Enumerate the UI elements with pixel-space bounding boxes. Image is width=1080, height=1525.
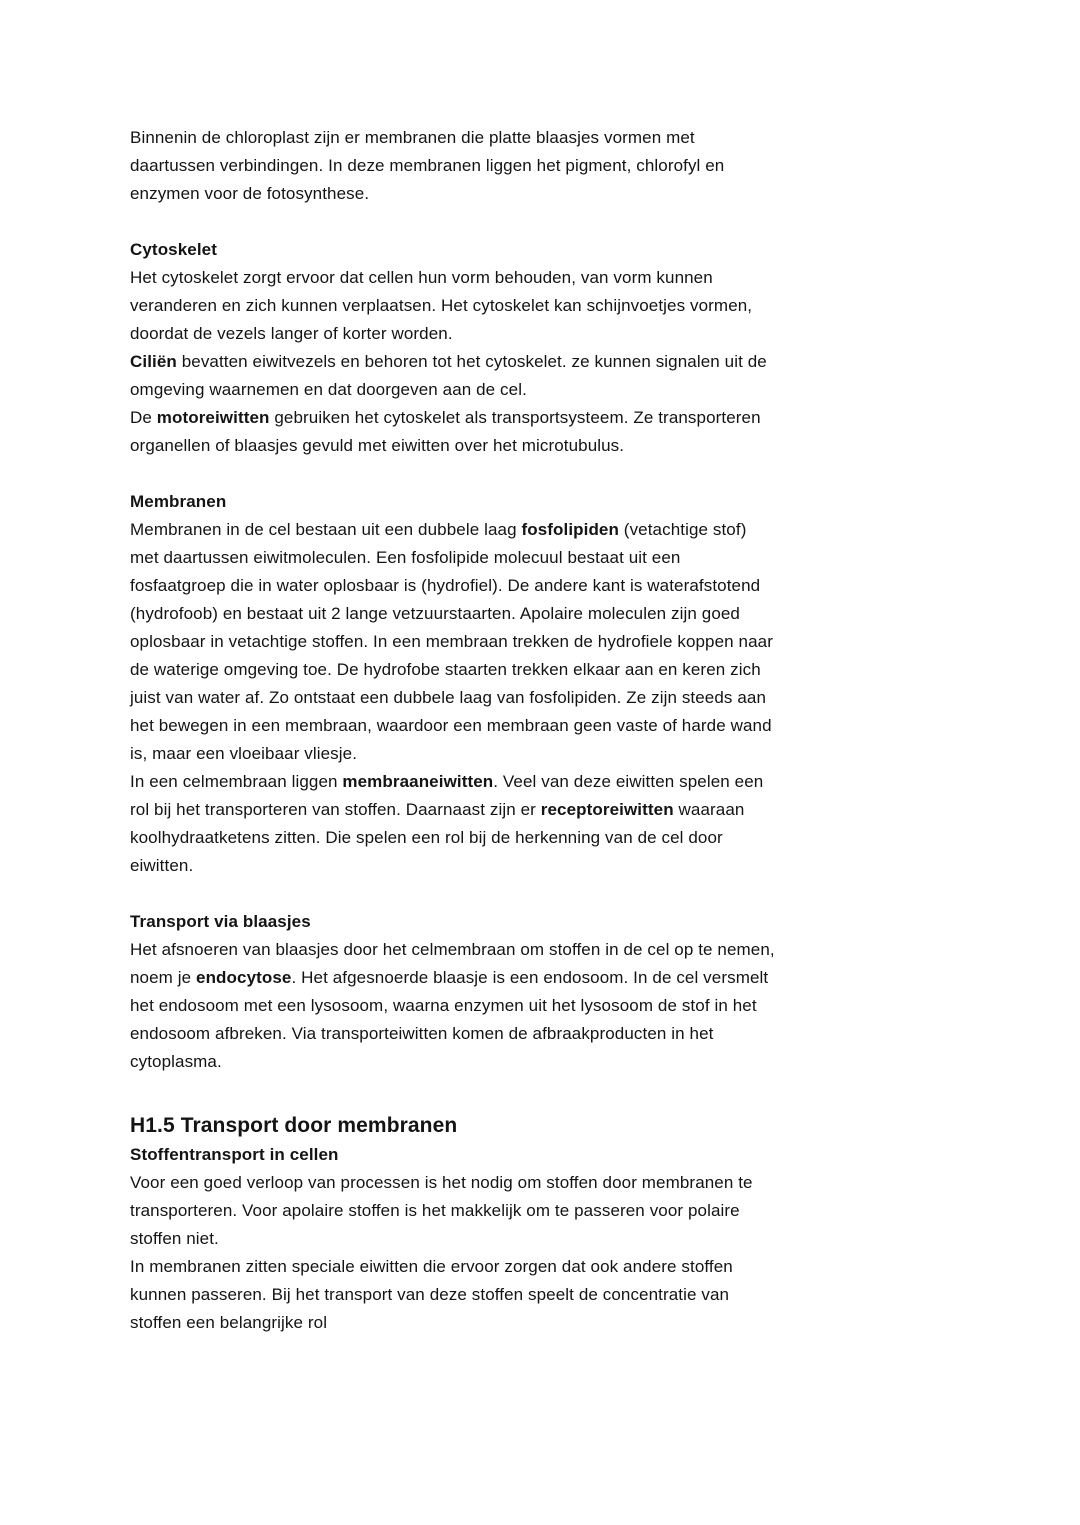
- paragraph-spacer: [130, 208, 950, 236]
- bold-text-run: membraaneiwitten: [342, 772, 494, 791]
- text-run: juist van water af. Zo ontstaat een dubbele laag van fosfolipiden. Ze zijn steeds aan: [130, 688, 767, 707]
- text-run: stoffen niet.: [130, 1229, 219, 1248]
- document-content: [130, 124, 950, 1337]
- text-run: (vetachtige stof): [618, 520, 747, 539]
- text-run: gebruiken het cytoskelet als transportsysteem. Ze transporteren: [269, 408, 761, 427]
- text-run: daartussen verbindingen. In deze membranen liggen het pigment, chlorofyl en: [130, 156, 725, 175]
- paragraph-spacer: [130, 1076, 950, 1104]
- bold-text-run: motoreiwitten: [156, 408, 270, 427]
- text-run: De: [130, 408, 157, 427]
- text-run: kunnen passeren. Bij het transport van deze stoffen speelt de concentratie van: [130, 1285, 730, 1304]
- text-run: het bewegen in een membraan, waardoor een membraan geen vaste of harde wand: [130, 716, 772, 735]
- text-run: . Het afgesnoerde blaasje is een endosoom. In de cel versmelt: [291, 968, 769, 987]
- text-run: cytoplasma.: [130, 1052, 222, 1071]
- text-run: doordat de vezels langer of korter worden.: [130, 324, 453, 343]
- text-run: koolhydraatketens zitten. Die spelen een rol bij de herkenning van de cel door: [130, 828, 723, 847]
- text-run: enzymen voor de fotosynthese.: [130, 184, 370, 203]
- text-run: bevatten eiwitvezels en behoren tot het cytoskelet. ze kunnen signalen uit de: [176, 352, 767, 371]
- paragraph: [130, 488, 950, 880]
- bold-text-run: Ciliën: [130, 352, 177, 371]
- text-run: (hydrofoob) en bestaat uit 2 lange vetzuurstaarten. Apolaire moleculen zijn goed: [130, 604, 740, 623]
- text-run: stoffen een belangrijke rol: [130, 1313, 328, 1332]
- text-run: waaraan: [673, 800, 745, 819]
- text-run: endosoom afbreken. Via transporteiwitten komen de afbraakproducten in het: [130, 1024, 714, 1043]
- text-run: transporteren. Voor apolaire stoffen is het makkelijk om te passeren voor polaire: [130, 1201, 740, 1220]
- text-run: met daartussen eiwitmoleculen. Een fosfolipide molecuul bestaat uit een: [130, 548, 681, 567]
- bold-text-run: Stoffentransport in cellen: [130, 1145, 339, 1164]
- paragraph-spacer: [130, 460, 950, 488]
- paragraph: [130, 124, 950, 208]
- text-run: organellen of blaasjes gevuld met eiwitten over het microtubulus.: [130, 436, 625, 455]
- bold-text-run: fosfolipiden: [521, 520, 619, 539]
- text-run: Het afsnoeren van blaasjes door het celmembraan om stoffen in de cel op te nemen,: [130, 940, 775, 959]
- text-run: In een celmembraan liggen: [130, 772, 343, 791]
- paragraph: [130, 1141, 950, 1337]
- text-run: Binnenin de chloroplast zijn er membranen die platte blaasjes vormen met: [130, 128, 695, 147]
- bold-text-run: Transport via blaasjes: [130, 912, 311, 931]
- text-run: fosfaatgroep die in water oplosbaar is (hydrofiel). De andere kant is waterafstotend: [130, 576, 761, 595]
- bold-text-run: Membranen: [130, 492, 227, 511]
- text-run: eiwitten.: [130, 856, 194, 875]
- bold-text-run: endocytose: [196, 968, 292, 987]
- text-run: Voor een goed verloop van processen is het nodig om stoffen door membranen te: [130, 1173, 753, 1192]
- text-run: oplosbaar in vetachtige stoffen. In een membraan trekken de hydrofiele koppen naar: [130, 632, 773, 651]
- text-run: Membranen in de cel bestaan uit een dubbele laag: [130, 520, 522, 539]
- text-run: rol bij het transporteren van stoffen. Daarnaast zijn er: [130, 800, 541, 819]
- text-run: omgeving waarnemen en dat doorgeven aan de cel.: [130, 380, 527, 399]
- bold-text-run: H1.5 Transport door membranen: [130, 1114, 458, 1137]
- text-run: In membranen zitten speciale eiwitten die ervoor zorgen dat ook andere stoffen: [130, 1257, 733, 1276]
- paragraph: [130, 236, 950, 460]
- text-run: . Veel van deze eiwitten spelen een: [493, 772, 764, 791]
- paragraph: [130, 908, 950, 1076]
- text-run: Het cytoskelet zorgt ervoor dat cellen hun vorm behouden, van vorm kunnen: [130, 268, 713, 287]
- chapter-heading: [130, 1104, 950, 1141]
- text-run: is, maar een vloeibaar vliesje.: [130, 744, 358, 763]
- bold-text-run: receptoreiwitten: [540, 800, 674, 819]
- paragraph-spacer: [130, 880, 950, 908]
- text-run: het endosoom met een lysosoom, waarna enzymen uit het lysosoom de stof in het: [130, 996, 757, 1015]
- text-run: de waterige omgeving toe. De hydrofobe staarten trekken elkaar aan en keren zich: [130, 660, 761, 679]
- bold-text-run: Cytoskelet: [130, 240, 217, 259]
- text-run: veranderen en zich kunnen verplaatsen. Het cytoskelet kan schijnvoetjes vormen,: [130, 296, 753, 315]
- text-run: noem je: [130, 968, 197, 987]
